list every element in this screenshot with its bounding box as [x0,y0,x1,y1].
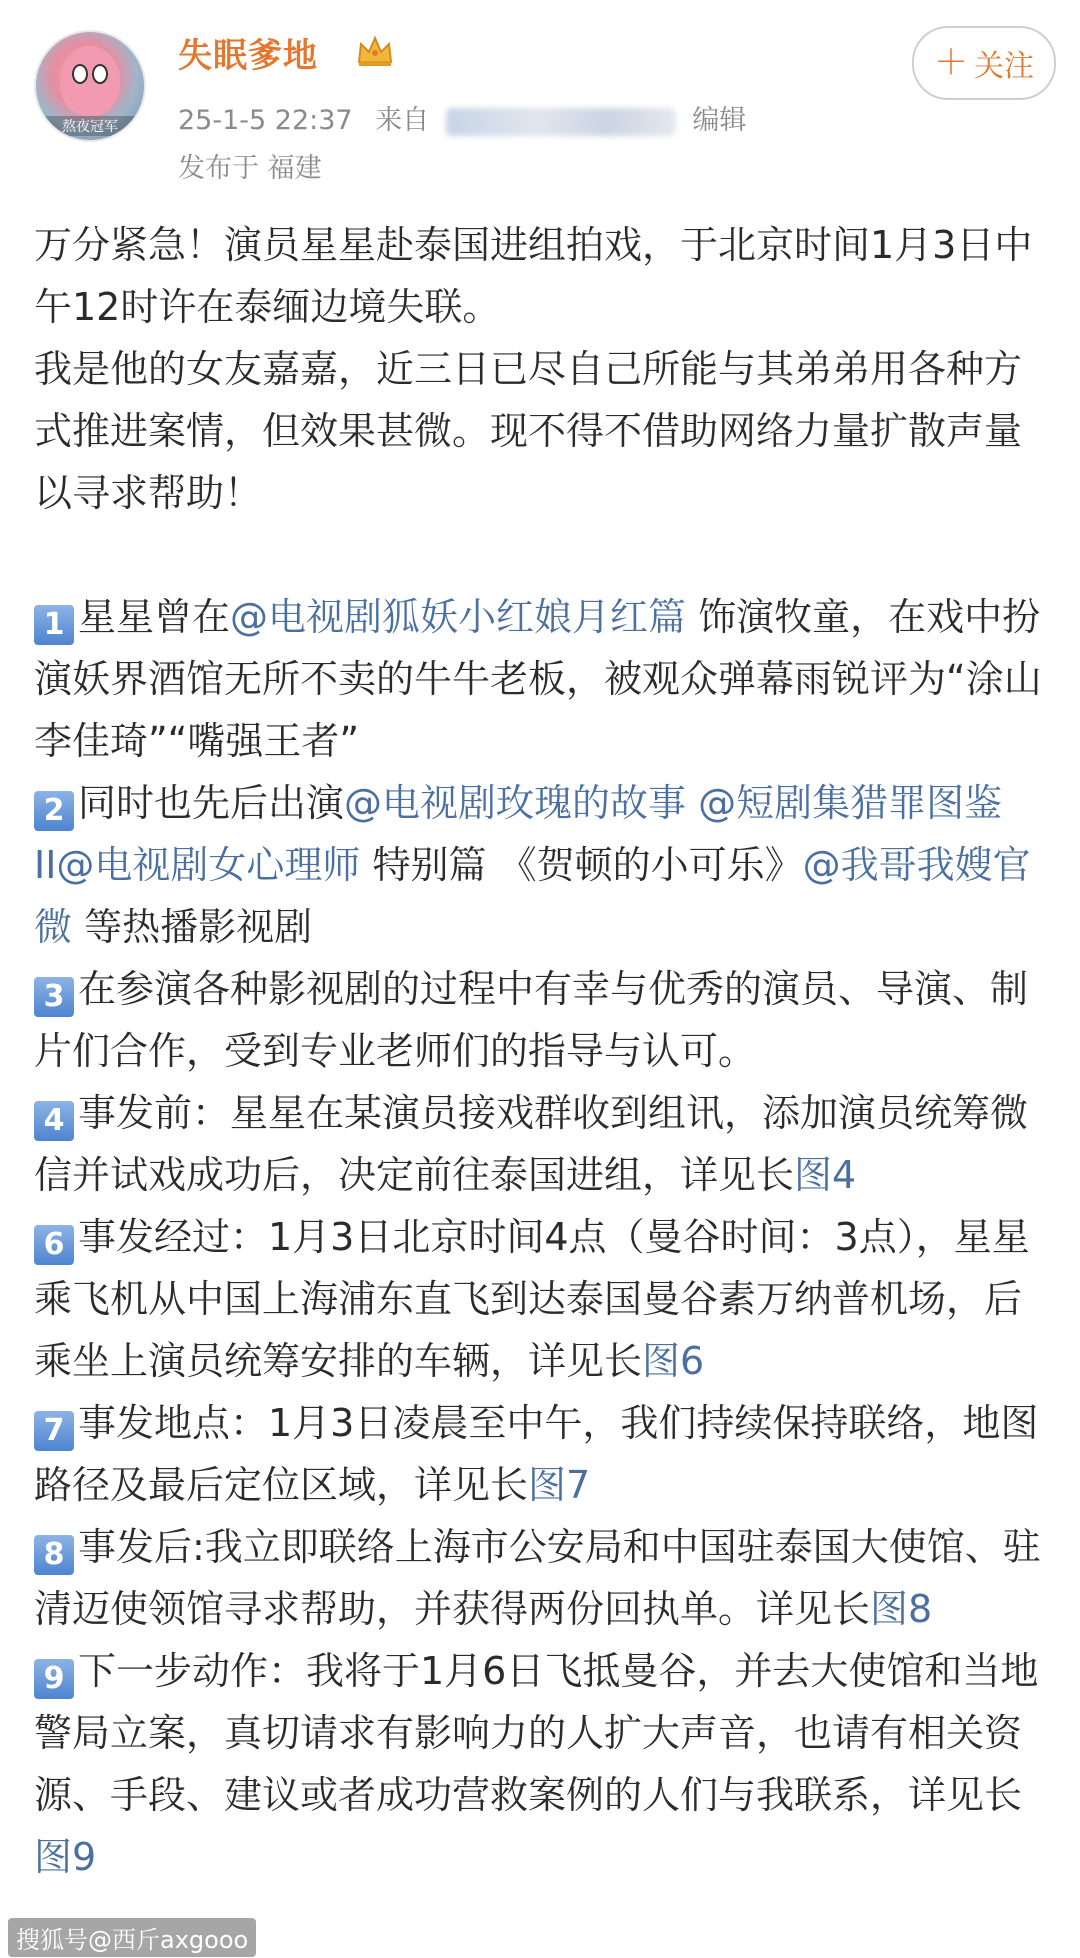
mention-link[interactable]: @短剧集猎罪图鉴 II [34,781,1003,887]
image-link[interactable]: 图9 [34,1835,97,1879]
avatar-eye-right [92,64,108,84]
item-text: 同时也先后出演 [78,781,345,825]
watermark: 搜狐号@西斤axgooo [8,1918,256,1957]
mention-link[interactable]: @电视剧玫瑰的故事 [344,781,687,825]
paragraph-intro: 我是他的女友嘉嘉，近三日已尽自己所能与其弟弟用各种方式推进案情，但效果甚微。现不得不借助网络力量扩散声量以寻求帮助！ [34,347,1023,515]
image-link[interactable]: 图4 [794,1153,857,1197]
item-text: 特别篇 《贺顿的小可乐》 [360,843,803,887]
list-item-9 [34,1640,1050,1888]
item-text: 事发前：星星在某演员接戏群收到组讯，添加演员统筹微信并试戏成功后，决定前往泰国进组，详见长 [34,1091,1029,1197]
number-1-icon: 1 [34,605,74,645]
item-text: 在参演各种影视剧的过程中有幸与优秀的演员、导演、制片们合作，受到专业老师们的指导与认可。 [34,967,1029,1073]
number-2-icon: 2 [34,791,74,831]
avatar-caption: 熬夜冠军 [36,116,144,136]
source-suffix: 编辑 [692,105,747,136]
mention-link[interactable]: @我哥我嫂官微 [34,843,1031,949]
image-link[interactable]: 图7 [528,1463,591,1507]
source-prefix: 来自 [375,105,430,136]
list-item-2 [34,772,1050,958]
image-link[interactable]: 图6 [642,1339,705,1383]
mention-link[interactable]: @电视剧狐妖小红娘月红篇 [230,595,687,639]
item-text: 事发经过：1月3日北京时间4点（曼谷时间：3点），星星乘飞机从中国上海浦东直飞到达泰国曼谷素万纳普机场，后乘坐上演员统筹安排的车辆，详见长 [34,1215,1030,1383]
item-text: 事发后:我立即联络上海市公安局和中国驻泰国大使馆、驻清迈使领馆寻求帮助，并获得两份回执单。详见长 [34,1525,1041,1631]
item-text [686,781,698,825]
post-meta [178,98,746,137]
item-text: 星星曾在 [78,595,231,639]
list-item-1 [34,586,1050,772]
avatar[interactable] [34,30,146,142]
list-item-3 [34,958,1050,1082]
number-3-icon: 3 [34,977,74,1017]
plus-icon: ＋ [934,43,968,83]
post-time: 25-1-5 22:37 [178,105,353,136]
blank-line [34,524,1050,586]
item-text: 饰演牧童，在戏中扮演妖界酒馆无所不卖的牛牛老板，被观众弹幕雨锐评为“涂山李佳琦”“嘴强王者” [34,595,1042,763]
avatar-eye-left [72,64,88,84]
follow-button[interactable] [912,26,1056,100]
list-item-7 [34,1392,1050,1516]
list-item-6 [34,1206,1050,1392]
post-body [34,214,1050,1888]
list-item-4 [34,1082,1050,1206]
mention-link[interactable]: @电视剧女心理师 [56,843,361,887]
number-4-icon: 4 [34,1101,74,1141]
item-text: 事发地点：1月3日凌晨至中午，我们持续保持联络，地图路径及最后定位区域，详见长 [34,1401,1039,1507]
avatar-character [60,46,120,116]
username[interactable]: 失眠爹地 [178,36,318,76]
image-link[interactable]: 图8 [870,1587,933,1631]
paragraph-urgent: 万分紧急！演员星星赴泰国进组拍戏，于北京时间1月3日中午12时许在泰缅边境失联。 [34,223,1033,329]
number-9-icon: 9 [34,1659,74,1699]
post-header [0,0,1080,190]
post-location: 发布于 福建 [178,153,322,184]
crown-icon [355,34,395,68]
number-6-icon: 6 [34,1225,74,1265]
blurred-device-name [446,108,676,136]
number-8-icon: 8 [34,1535,74,1575]
number-7-icon: 7 [34,1411,74,1451]
item-text: 下一步动作：我将于1月6日飞抵曼谷，并去大使馆和当地警局立案，真切请求有影响力的人扩大声音，也请有相关资源、手段、建议或者成功营救案例的人们与我联系，详见长 [34,1649,1039,1817]
list-item-8 [34,1516,1050,1640]
follow-button-label: 关注 [974,49,1034,84]
item-text: 等热播影视剧 [72,905,313,949]
